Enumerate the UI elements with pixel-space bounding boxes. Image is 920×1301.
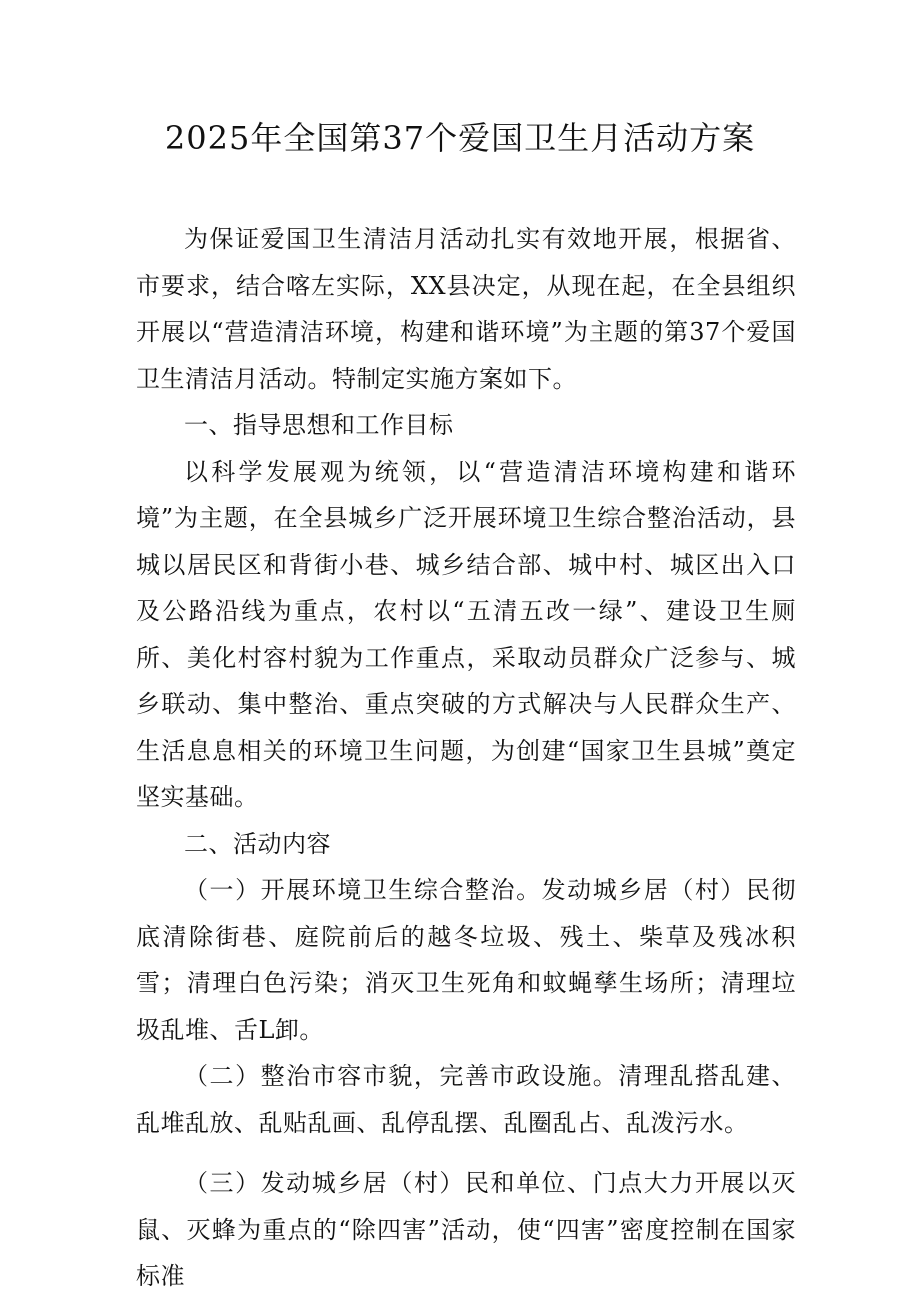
- paragraph-item-3: （三）发动城乡居（村）民和单位、门点大力开展以灭鼠、灭蜂为重点的“除四害”活动，使“四害”密度控制在国家标准: [136, 1169, 796, 1290]
- section-heading-2: 二、活动内容: [184, 829, 331, 858]
- document-body: [136, 216, 796, 1300]
- section-heading-1: 一、指导思想和工作目标: [184, 411, 454, 439]
- paragraph-guiding-thought: 以科学发展观为统领，以“营造清洁环境构建和谐环境”为主题，在全县城乡广泛开展环境卫生综合整治活动，县城以居民区和背街小巷、城乡结合部、城中村、城区出入口及公路沿线为重点，农村以“五清五改一绿”、建设卫生厕所、美化村容村貌为工作重点，采取动员群众广泛参与、城乡联动、集中整治、重点突破的方式解决与人民群众生产、生活息息相关的环境卫生问题，为创建“国家卫生县城”奠定坚实基础。: [136, 457, 796, 811]
- paragraph-item-1: （一）开展环境卫生综合整治。发动城乡居（村）民彻底清除街巷、庭院前后的越冬垃圾、残土、柴草及残冰积雪；清理白色污染；消灭卫生死角和蚊蝇孳生场所；清理垃圾乱堆、舌L卸。: [136, 876, 796, 1044]
- document-title: 2025年全国第37个爱国卫生月活动方案: [164, 119, 756, 157]
- paragraph-intro: 为保证爱国卫生清洁月活动扎实有效地开展，根据省、市要求，结合喀左实际，XX县决定，从现在起，在全县组织开展以“营造清洁环境，构建和谐环境”为主题的第37个爱国卫生清洁月活动。特制定实施方案如下。: [136, 225, 796, 393]
- paragraph-item-2: （二）整治市容市貌，完善市政设施。清理乱搭乱建、乱堆乱放、乱贴乱画、乱停乱摆、乱圈乱占、乱泼污水。: [136, 1062, 796, 1137]
